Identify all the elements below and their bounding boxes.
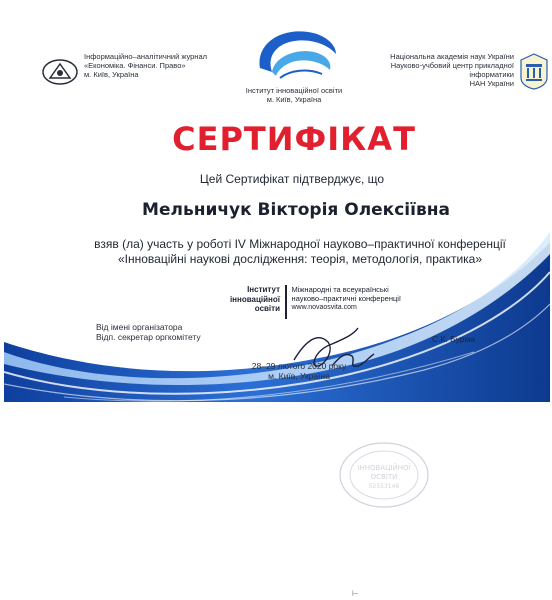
confirmation-text: Цей Сертифікат підтверджує, що bbox=[199, 172, 385, 186]
journal-line-1: Інформаційно–аналітичний журнал bbox=[84, 52, 207, 61]
signatory-left bbox=[96, 322, 201, 342]
certificate bbox=[4, 2, 550, 402]
academy-line-3: НАН України bbox=[469, 79, 514, 88]
participation-text bbox=[50, 237, 550, 267]
institute-swirl-logo-icon bbox=[250, 24, 340, 86]
institute-line-1: Інститут інноваційної освіти bbox=[245, 86, 343, 95]
academy-emblem-icon bbox=[518, 52, 550, 90]
academy-header bbox=[354, 52, 550, 90]
signatory-left-line-2: Відп. секретар оргкомітету bbox=[96, 332, 201, 342]
event-date bbox=[234, 361, 364, 381]
participation-line-2: «Інноваційні наукові дослідження: теорія, методологія, практика» bbox=[117, 252, 483, 266]
signatory-left-line-1: Від імені організатора bbox=[96, 322, 183, 332]
organizer-conferences bbox=[292, 285, 432, 313]
organizer-block bbox=[220, 285, 432, 319]
organizer-conf-line-2: науково–практичні конференції bbox=[291, 294, 402, 303]
organizer-website: www.novaosvita.com bbox=[291, 304, 357, 311]
event-date-line-1: 28–29 лютого 2020 року bbox=[251, 361, 347, 371]
svg-text:52553146: 52553146 bbox=[368, 483, 400, 490]
participation-line-1: взяв (ла) участь у роботі IV Міжнародної науково–практичної конференції bbox=[94, 237, 506, 251]
certificate-title: СЕРТИФІКАТ bbox=[172, 120, 416, 158]
round-stamp-icon bbox=[336, 440, 432, 510]
organizer-institute bbox=[220, 285, 280, 314]
journal-line-2: «Економіка. Фінанси. Право» bbox=[84, 61, 186, 70]
organizer-inst-line-1: Інститут bbox=[247, 285, 280, 294]
journal-line-3: м. Київ, Україна bbox=[84, 70, 139, 79]
corner-mark: ⊢ bbox=[352, 589, 359, 598]
academy-line-1: Національна академія наук України bbox=[390, 52, 514, 61]
academy-line-2: Науково-учбовий центр прикладної інформатики bbox=[390, 61, 514, 79]
institute-line-2: м. Київ, Україна bbox=[266, 95, 322, 104]
divider bbox=[285, 285, 287, 319]
recipient-name: Мельничук Вікторія Олексіївна bbox=[142, 200, 450, 220]
organizer-inst-line-3: освіти bbox=[254, 304, 280, 313]
event-date-line-2: м. Київ, Україна bbox=[268, 371, 330, 381]
journal-emblem-icon bbox=[40, 52, 80, 92]
svg-text:ІННОВАЦІЙНОЇ: ІННОВАЦІЙНОЇ bbox=[357, 464, 411, 472]
organizer-conf-line-1: Міжнародні та всеукраїнські bbox=[291, 285, 389, 294]
signatory-right: С.К. Бурма bbox=[432, 334, 476, 344]
organizer-inst-line-2: інноваційної bbox=[229, 294, 280, 304]
svg-text:ОСВІТИ: ОСВІТИ bbox=[370, 473, 398, 481]
